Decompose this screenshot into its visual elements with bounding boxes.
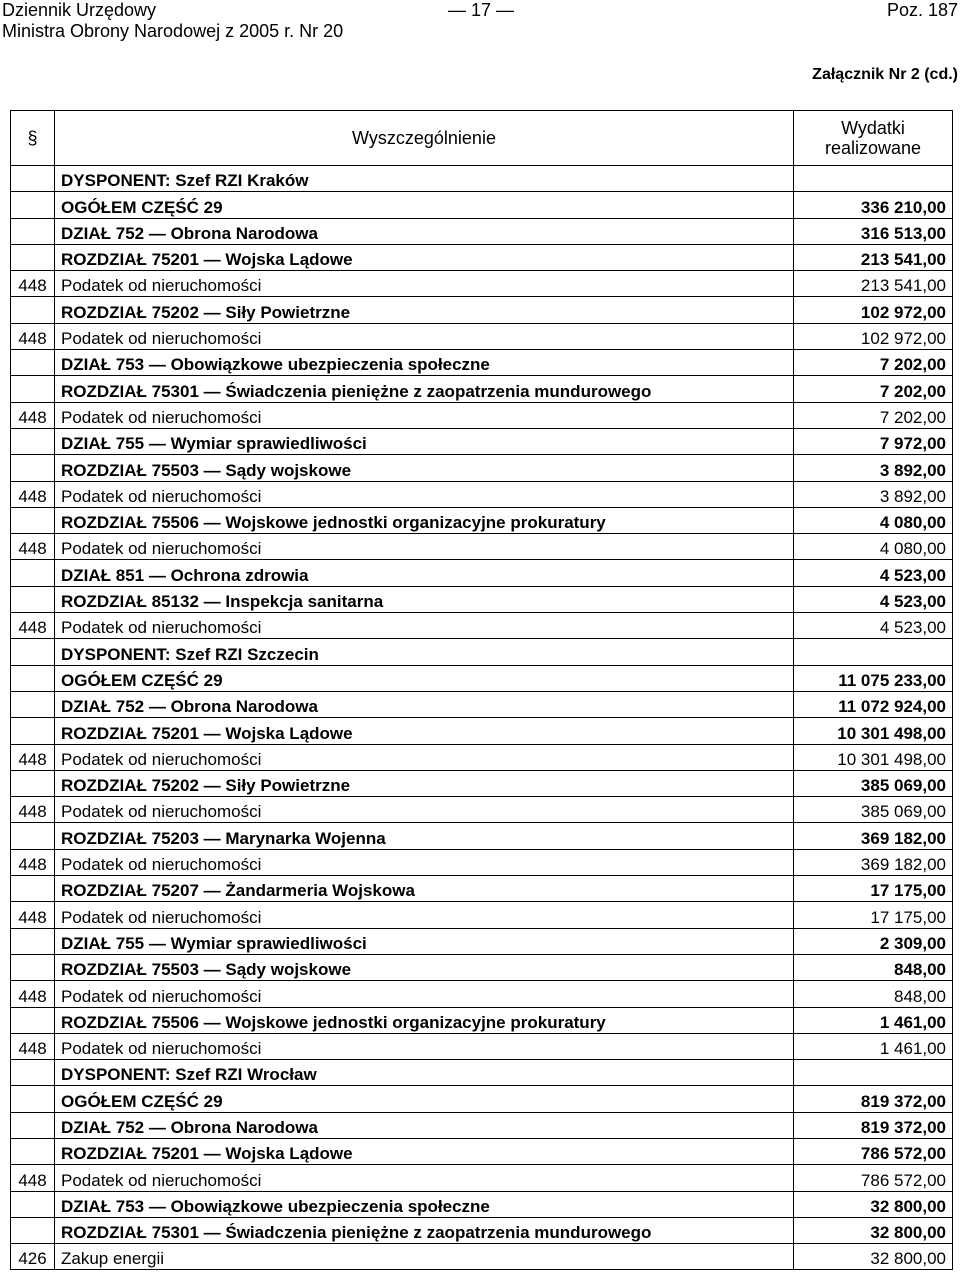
amount-cell: 2 309,00 — [794, 928, 953, 954]
paragraph-code-cell — [11, 244, 55, 270]
description-cell: DYSPONENT: Szef RZI Wrocław — [55, 1060, 794, 1086]
description-cell: Podatek od nieruchomości — [55, 613, 794, 639]
paragraph-code-cell — [11, 928, 55, 954]
table-row — [11, 691, 953, 717]
paragraph-code-cell — [11, 770, 55, 796]
amount-cell — [794, 1060, 953, 1086]
table-row — [11, 560, 953, 586]
amount-cell: 385 069,00 — [794, 797, 953, 823]
paragraph-code-cell: 448 — [11, 271, 55, 297]
table-row — [11, 613, 953, 639]
amount-cell: 7 202,00 — [794, 350, 953, 376]
table-row — [11, 481, 953, 507]
description-cell: ROZDZIAŁ 75203 — Marynarka Wojenna — [55, 823, 794, 849]
paragraph-code-cell — [11, 823, 55, 849]
paragraph-code-cell: 448 — [11, 744, 55, 770]
amount-cell: 1 461,00 — [794, 1007, 953, 1033]
amount-cell: 848,00 — [794, 981, 953, 1007]
table-row — [11, 297, 953, 323]
paragraph-code-cell: 448 — [11, 797, 55, 823]
amount-cell: 4 523,00 — [794, 586, 953, 612]
description-cell: OGÓŁEM CZĘŚĆ 29 — [55, 1086, 794, 1112]
table-row — [11, 376, 953, 402]
table-row — [11, 244, 953, 270]
table-row — [11, 718, 953, 744]
amount-cell: 7 202,00 — [794, 376, 953, 402]
description-cell: ROZDZIAŁ 75301 — Świadczenia pieniężne z zaopatrzenia mundurowego — [55, 1217, 794, 1243]
table-row — [11, 928, 953, 954]
paragraph-code-cell: 448 — [11, 323, 55, 349]
amount-cell: 4 523,00 — [794, 613, 953, 639]
description-cell: Podatek od nieruchomości — [55, 1165, 794, 1191]
description-cell: Podatek od nieruchomości — [55, 744, 794, 770]
amount-cell: 4 080,00 — [794, 507, 953, 533]
paragraph-code-cell — [11, 1086, 55, 1112]
amount-cell: 213 541,00 — [794, 244, 953, 270]
description-cell: Podatek od nieruchomości — [55, 797, 794, 823]
table-row — [11, 1033, 953, 1059]
paragraph-code-cell: 448 — [11, 402, 55, 428]
paragraph-code-cell: 448 — [11, 1165, 55, 1191]
description-cell: Podatek od nieruchomości — [55, 323, 794, 349]
column-header-paragraph: § — [11, 111, 55, 166]
paragraph-code-cell: 448 — [11, 849, 55, 875]
paragraph-code-cell: 448 — [11, 481, 55, 507]
table-row — [11, 586, 953, 612]
amount-cell: 316 513,00 — [794, 218, 953, 244]
table-row — [11, 665, 953, 691]
table-row — [11, 1086, 953, 1112]
description-cell: ROZDZIAŁ 75201 — Wojska Lądowe — [55, 718, 794, 744]
paragraph-code-cell — [11, 586, 55, 612]
paragraph-code-cell — [11, 1007, 55, 1033]
amount-cell: 369 182,00 — [794, 849, 953, 875]
amount-cell: 10 301 498,00 — [794, 744, 953, 770]
amount-cell: 11 072 924,00 — [794, 691, 953, 717]
table-row — [11, 1217, 953, 1243]
description-cell: DZIAŁ 752 — Obrona Narodowa — [55, 218, 794, 244]
description-cell: DZIAŁ 753 — Obowiązkowe ubezpieczenia społeczne — [55, 1191, 794, 1217]
table-row — [11, 428, 953, 454]
journal-subtitle: Ministra Obrony Narodowej z 2005 r. Nr 20 — [2, 21, 344, 41]
table-row — [11, 350, 953, 376]
paragraph-code-cell: 448 — [11, 613, 55, 639]
table-row — [11, 455, 953, 481]
table-row — [11, 1191, 953, 1217]
table-row — [11, 744, 953, 770]
description-cell: DYSPONENT: Szef RZI Kraków — [55, 166, 794, 192]
journal-title: Dziennik Urzędowy — [2, 0, 157, 20]
paragraph-code-cell — [11, 718, 55, 744]
amount-cell: 336 210,00 — [794, 192, 953, 218]
description-cell: OGÓŁEM CZĘŚĆ 29 — [55, 665, 794, 691]
description-cell: DZIAŁ 752 — Obrona Narodowa — [55, 691, 794, 717]
paragraph-code-cell — [11, 507, 55, 533]
amount-cell: 213 541,00 — [794, 271, 953, 297]
description-cell: ROZDZIAŁ 75201 — Wojska Lądowe — [55, 1138, 794, 1164]
amount-cell: 819 372,00 — [794, 1086, 953, 1112]
amount-cell: 4 523,00 — [794, 560, 953, 586]
description-cell: ROZDZIAŁ 75503 — Sądy wojskowe — [55, 954, 794, 980]
table-row — [11, 1138, 953, 1164]
paragraph-code-cell — [11, 218, 55, 244]
amount-cell: 102 972,00 — [794, 323, 953, 349]
table-row — [11, 323, 953, 349]
paragraph-code-cell — [11, 954, 55, 980]
paragraph-code-cell — [11, 1060, 55, 1086]
table-row — [11, 770, 953, 796]
column-header-expenditure: Wydatki realizowane — [794, 111, 953, 166]
description-cell: ROZDZIAŁ 75506 — Wojskowe jednostki organizacyjne prokuratury — [55, 507, 794, 533]
description-cell: DZIAŁ 755 — Wymiar sprawiedliwości — [55, 428, 794, 454]
description-cell: Podatek od nieruchomości — [55, 534, 794, 560]
description-cell: ROZDZIAŁ 85132 — Inspekcja sanitarna — [55, 586, 794, 612]
amount-cell: 102 972,00 — [794, 297, 953, 323]
description-cell: DZIAŁ 851 — Ochrona zdrowia — [55, 560, 794, 586]
table-row — [11, 1112, 953, 1138]
table-row — [11, 1165, 953, 1191]
description-cell: ROZDZIAŁ 75506 — Wojskowe jednostki organizacyjne prokuratury — [55, 1007, 794, 1033]
paragraph-code-cell — [11, 560, 55, 586]
paragraph-code-cell — [11, 455, 55, 481]
description-cell: Podatek od nieruchomości — [55, 1033, 794, 1059]
table-row — [11, 823, 953, 849]
description-cell: ROZDZIAŁ 75201 — Wojska Lądowe — [55, 244, 794, 270]
table-row — [11, 507, 953, 533]
table-row — [11, 797, 953, 823]
amount-cell: 10 301 498,00 — [794, 718, 953, 744]
description-cell: Podatek od nieruchomości — [55, 981, 794, 1007]
table-row — [11, 534, 953, 560]
table-row — [11, 849, 953, 875]
table-row — [11, 639, 953, 665]
paragraph-code-cell — [11, 1138, 55, 1164]
paragraph-code-cell: 448 — [11, 534, 55, 560]
paragraph-code-cell: 448 — [11, 902, 55, 928]
description-cell: ROZDZIAŁ 75202 — Siły Powietrzne — [55, 770, 794, 796]
amount-cell: 1 461,00 — [794, 1033, 953, 1059]
paragraph-code-cell — [11, 1217, 55, 1243]
amount-cell: 819 372,00 — [794, 1112, 953, 1138]
paragraph-code-cell: 448 — [11, 981, 55, 1007]
table-row — [11, 192, 953, 218]
paragraph-code-cell — [11, 876, 55, 902]
description-cell: ROZDZIAŁ 75503 — Sądy wojskowe — [55, 455, 794, 481]
description-cell: Podatek od nieruchomości — [55, 849, 794, 875]
description-cell: Podatek od nieruchomości — [55, 481, 794, 507]
paragraph-code-cell — [11, 1112, 55, 1138]
description-cell: DZIAŁ 755 — Wymiar sprawiedliwości — [55, 928, 794, 954]
paragraph-code-cell — [11, 691, 55, 717]
table-row — [11, 1007, 953, 1033]
paragraph-code-cell — [11, 297, 55, 323]
amount-cell — [794, 639, 953, 665]
description-cell: DYSPONENT: Szef RZI Szczecin — [55, 639, 794, 665]
annex-label: Załącznik Nr 2 (cd.) — [812, 66, 958, 83]
table-body — [11, 166, 953, 1270]
paragraph-code-cell — [11, 428, 55, 454]
table-row — [11, 981, 953, 1007]
paragraph-code-cell — [11, 376, 55, 402]
amount-cell — [794, 166, 953, 192]
amount-cell: 3 892,00 — [794, 481, 953, 507]
amount-cell: 7 972,00 — [794, 428, 953, 454]
table-row — [11, 954, 953, 980]
description-cell: Zakup energii — [55, 1244, 794, 1270]
amount-cell: 4 080,00 — [794, 534, 953, 560]
table-row — [11, 902, 953, 928]
paragraph-code-cell — [11, 1191, 55, 1217]
paragraph-code-cell — [11, 665, 55, 691]
description-cell: ROZDZIAŁ 75207 — Żandarmeria Wojskowa — [55, 876, 794, 902]
amount-cell: 786 572,00 — [794, 1165, 953, 1191]
amount-cell: 32 800,00 — [794, 1191, 953, 1217]
table-row — [11, 1060, 953, 1086]
amount-cell: 786 572,00 — [794, 1138, 953, 1164]
amount-cell: 3 892,00 — [794, 455, 953, 481]
description-cell: Podatek od nieruchomości — [55, 271, 794, 297]
amount-cell: 369 182,00 — [794, 823, 953, 849]
description-cell: Podatek od nieruchomości — [55, 902, 794, 928]
paragraph-code-cell — [11, 192, 55, 218]
description-cell: DZIAŁ 752 — Obrona Narodowa — [55, 1112, 794, 1138]
page-number: — 17 — — [448, 0, 515, 20]
table-row — [11, 166, 953, 192]
amount-cell: 32 800,00 — [794, 1244, 953, 1270]
amount-cell: 17 175,00 — [794, 876, 953, 902]
description-cell: ROZDZIAŁ 75202 — Siły Powietrzne — [55, 297, 794, 323]
description-cell: ROZDZIAŁ 75301 — Świadczenia pieniężne z zaopatrzenia mundurowego — [55, 376, 794, 402]
position-number: Poz. 187 — [886, 0, 958, 20]
amount-cell: 17 175,00 — [794, 902, 953, 928]
table-row — [11, 1244, 953, 1270]
paragraph-code-cell — [11, 350, 55, 376]
amount-cell: 385 069,00 — [794, 770, 953, 796]
table-row — [11, 271, 953, 297]
description-cell: DZIAŁ 753 — Obowiązkowe ubezpieczenia społeczne — [55, 350, 794, 376]
table-row — [11, 876, 953, 902]
table-row — [11, 402, 953, 428]
paragraph-code-cell — [11, 166, 55, 192]
amount-cell: 32 800,00 — [794, 1217, 953, 1243]
paragraph-code-cell: 448 — [11, 1033, 55, 1059]
table-header-row — [11, 111, 953, 166]
amount-cell: 848,00 — [794, 954, 953, 980]
description-cell: Podatek od nieruchomości — [55, 402, 794, 428]
paragraph-code-cell: 426 — [11, 1244, 55, 1270]
paragraph-code-cell — [11, 639, 55, 665]
column-header-description: Wyszczególnienie — [55, 111, 794, 166]
amount-cell: 7 202,00 — [794, 402, 953, 428]
description-cell: OGÓŁEM CZĘŚĆ 29 — [55, 192, 794, 218]
expenditure-table — [10, 110, 953, 1270]
amount-cell: 11 075 233,00 — [794, 665, 953, 691]
table-row — [11, 218, 953, 244]
